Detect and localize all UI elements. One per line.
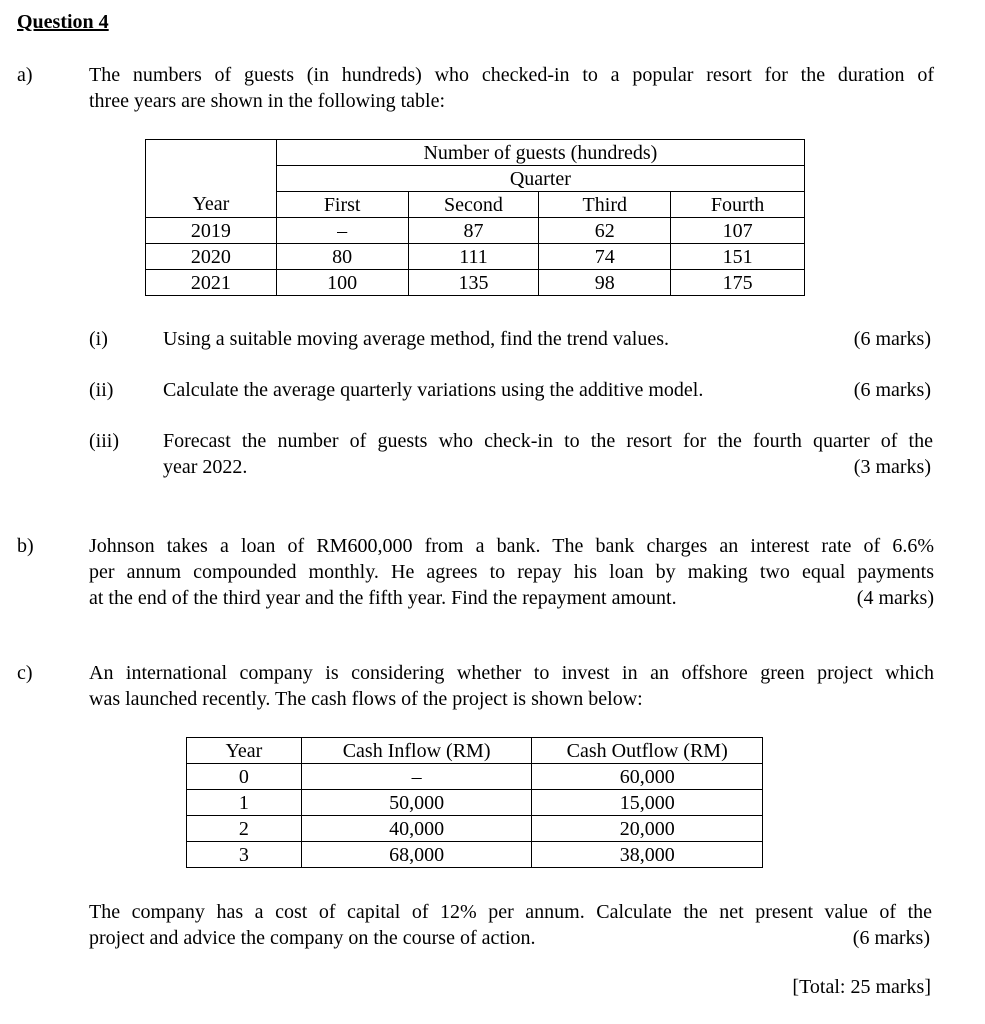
table-cell: 111	[408, 244, 539, 270]
table-cell: 62	[539, 218, 671, 244]
quarter-header: Quarter	[276, 166, 804, 192]
table-cell: 135	[408, 270, 539, 296]
sub-ii-label: (ii)	[89, 379, 114, 401]
part-b-line3: at the end of the third year and the fifth year. Find the repayment amount.	[89, 587, 677, 609]
sub-i-text: Using a suitable moving average method, find the trend values.	[163, 328, 669, 350]
sub-ii-marks: (6 marks)	[853, 379, 931, 401]
table-row	[187, 816, 763, 842]
part-c-label: c)	[17, 662, 33, 684]
table-row	[187, 790, 763, 816]
table-cell: 80	[276, 244, 408, 270]
col-header: First	[276, 192, 408, 218]
table-cell: 98	[539, 270, 671, 296]
table-cell: 3	[187, 842, 302, 868]
part-a-intro-line2: three years are shown in the following table:	[89, 90, 445, 112]
table-cell: 38,000	[532, 842, 763, 868]
col-header: Year	[187, 738, 302, 764]
col-header: Cash Outflow (RM)	[532, 738, 763, 764]
sub-iii-line2: year 2022.	[163, 456, 248, 478]
table-header-row	[187, 738, 763, 764]
part-b-marks: (4 marks)	[856, 587, 934, 609]
cashflow-table	[186, 737, 763, 868]
table-cell: 1	[187, 790, 302, 816]
table-cell: 2020	[146, 244, 277, 270]
part-b-line2: per annum compounded monthly. He agrees to repay his loan by making two equal payments	[89, 561, 934, 583]
table-row	[146, 244, 805, 270]
part-c-line1: An international company is considering whether to invest in an offshore green project which	[89, 662, 934, 684]
question-title: Question 4	[17, 11, 109, 33]
table-cell: 151	[671, 244, 805, 270]
col-header: Fourth	[671, 192, 805, 218]
col-header: Third	[539, 192, 671, 218]
sub-iii-marks: (3 marks)	[853, 456, 931, 478]
table-row	[146, 218, 805, 244]
table-cell: 87	[408, 218, 539, 244]
table-cell: 100	[276, 270, 408, 296]
table-cell: 20,000	[532, 816, 763, 842]
part-c-intro	[89, 660, 934, 712]
sub-i	[163, 328, 931, 354]
sub-ii-text: Calculate the average quarterly variations using the additive model.	[163, 379, 704, 401]
table-cell: 68,000	[301, 842, 532, 868]
guests-table	[145, 139, 805, 296]
table-cell: 2021	[146, 270, 277, 296]
col-header: Year	[146, 192, 277, 218]
table-cell: 175	[671, 270, 805, 296]
part-c-after	[89, 899, 932, 951]
part-a-label: a)	[17, 64, 33, 86]
sub-i-label: (i)	[89, 328, 108, 350]
part-a-intro	[89, 62, 934, 114]
table-row	[146, 270, 805, 296]
table-cell: 2019	[146, 218, 277, 244]
col-header: Second	[408, 192, 539, 218]
table-cell: 107	[671, 218, 805, 244]
part-c-line2: was launched recently. The cash flows of the project is shown below:	[89, 688, 643, 710]
table-cell: 50,000	[301, 790, 532, 816]
table-cell: 60,000	[532, 764, 763, 790]
sub-iii	[163, 428, 933, 480]
table-row	[187, 764, 763, 790]
table-cell: 15,000	[532, 790, 763, 816]
part-b	[89, 533, 934, 611]
sub-ii	[163, 379, 931, 405]
table-cell: –	[276, 218, 408, 244]
table-cell: 40,000	[301, 816, 532, 842]
sub-iii-line1: Forecast the number of guests who check-in to the resort for the fourth quarter of the	[163, 430, 933, 452]
table-cell: 74	[539, 244, 671, 270]
table-header-row	[146, 192, 805, 218]
table-row	[187, 842, 763, 868]
sub-i-marks: (6 marks)	[853, 328, 931, 350]
part-c-after-line1: The company has a cost of capital of 12% per annum. Calculate the net present value of the	[89, 901, 932, 923]
part-a-intro-line1: The numbers of guests (in hundreds) who checked-in to a popular resort for the duration of	[89, 64, 934, 86]
year-header-spacer-2	[146, 166, 277, 192]
table-cell: 0	[187, 764, 302, 790]
table-cell: 2	[187, 816, 302, 842]
table-cell: –	[301, 764, 532, 790]
part-b-line1: Johnson takes a loan of RM600,000 from a bank. The bank charges an interest rate of 6.6%	[89, 535, 934, 557]
year-header-spacer	[146, 140, 277, 166]
sub-iii-label: (iii)	[89, 430, 119, 452]
part-b-label: b)	[17, 535, 34, 557]
part-c-after-line2: project and advice the company on the course of action.	[89, 927, 536, 949]
guests-main-header: Number of guests (hundreds)	[276, 140, 804, 166]
part-c-marks: (6 marks)	[852, 927, 930, 949]
col-header: Cash Inflow (RM)	[301, 738, 532, 764]
total-marks: [Total: 25 marks]	[792, 976, 931, 998]
